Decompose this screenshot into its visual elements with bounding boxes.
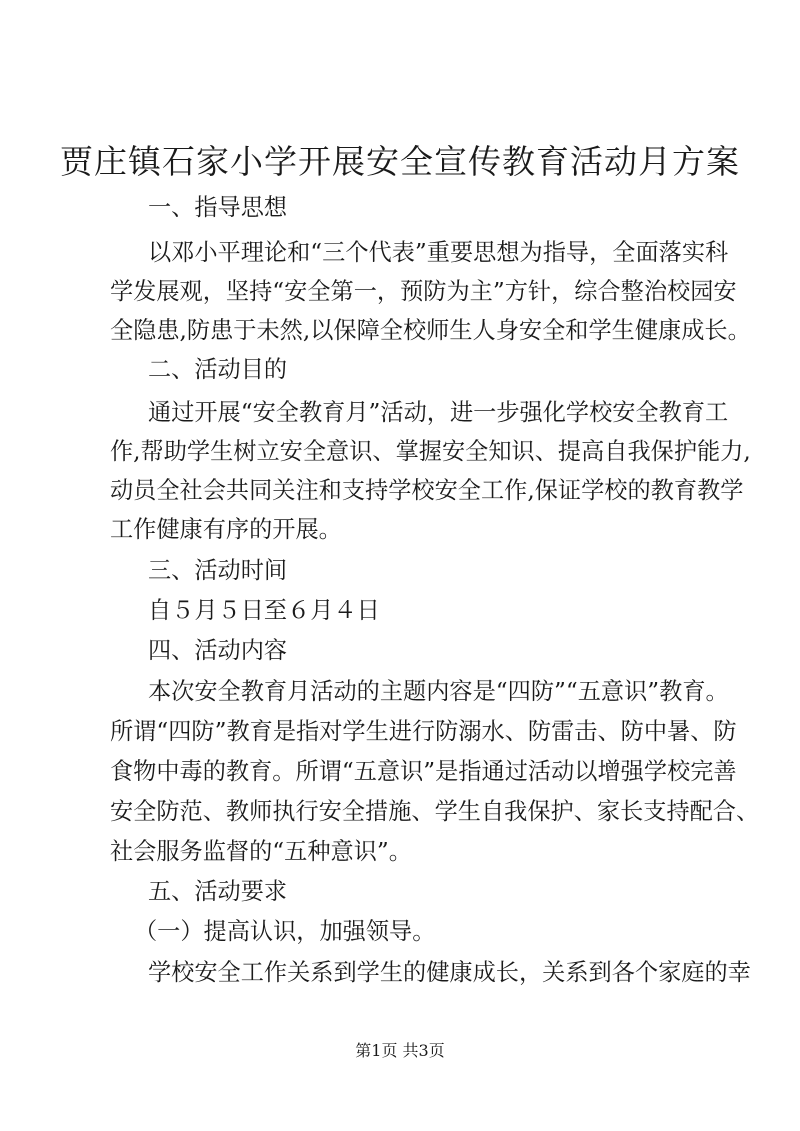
paragraph-line: 以邓小平理论和“三个代表”重要思想为指导，全面落实科 [148,239,729,266]
paragraph-line: 学校安全工作关系到学生的健康成长，关系到各个家庭的幸 [148,959,751,986]
paragraph-line: 食物中毒的教育。所谓“五意识”是指通过活动以增强学校完善 [110,758,737,785]
paragraph-line: 动员全社会共同关注和支持学校安全工作,保证学校的教育教学 [110,477,744,504]
paragraph-line: 本次安全教育月活动的主题内容是“四防”“五意识”教育。 [148,678,729,705]
section-heading-2: 二、活动目的 [148,356,288,383]
paragraph-line: 全隐患,防患于未然,以保障全校师生人身安全和学生健康成长。 [110,317,751,344]
section-heading-3: 三、活动时间 [148,557,288,584]
paragraph-line: 通过开展“安全教育月”活动，进一步强化学校安全教育工 [148,399,729,426]
sub-heading: （一）提高认识，加强领导。 [134,918,436,945]
paragraph-line: 安全防范、教师执行安全措施、学生自我保护、家长支持配合、 [110,798,760,825]
document-title: 贾庄镇石家小学开展安全宣传教育活动月方案 [60,142,740,181]
paragraph-line: 自５月５日至６月４日 [148,597,380,624]
paragraph-line: 社会服务监督的“五种意识”。 [110,838,412,865]
section-heading-1: 一、指导思想 [148,194,288,221]
paragraph-line: 工作健康有序的开展。 [110,516,342,543]
paragraph-line: 学发展观，坚持“安全第一，预防为主”方针，综合整治校园安 [110,278,737,305]
page-footer: 第1页 共3页 [355,1041,445,1060]
paragraph-line: 所谓“四防”教育是指对学生进行防溺水、防雷击、防中暑、防 [110,718,737,745]
section-heading-5: 五、活动要求 [148,878,288,905]
paragraph-line: 作,帮助学生树立安全意识、掌握安全知识、提高自我保护能力, [110,438,751,465]
section-heading-4: 四、活动内容 [148,637,288,664]
